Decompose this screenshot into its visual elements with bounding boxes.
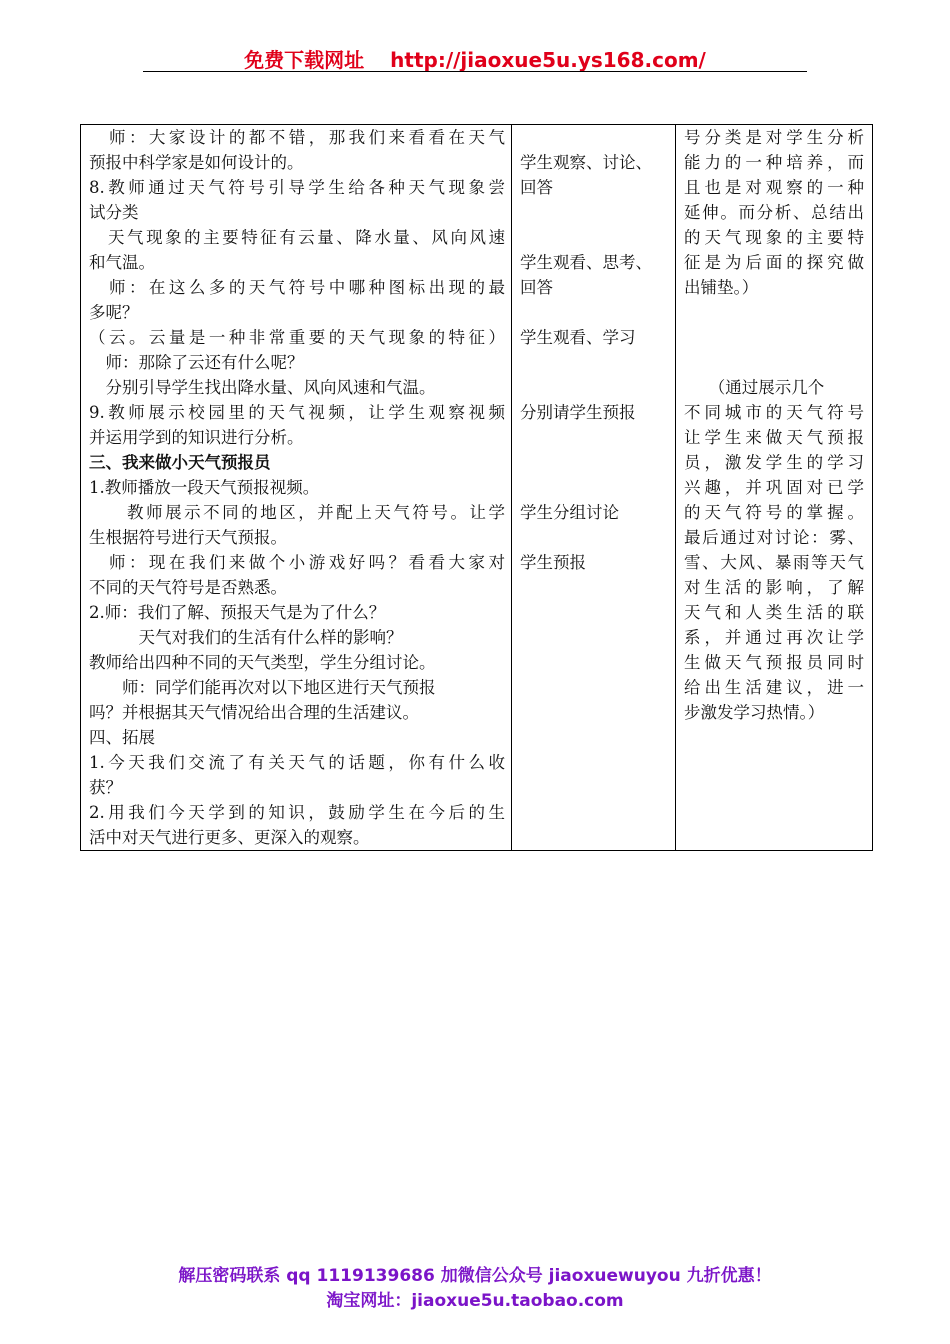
text-line: 的天气现象的主要特 (684, 228, 864, 247)
table-row (81, 125, 873, 851)
header-rule (143, 71, 807, 72)
text-line: 和气温。 (89, 253, 155, 272)
text-line: 出铺垫。） (684, 278, 759, 297)
text-line: 师：现在我们来做个小游戏好吗？看看大家对 (89, 553, 505, 572)
footer-contact: 解压密码联系 qq 1119139686 加微信公众号 jiaoxuewuyou 九折优惠！ (178, 1266, 772, 1286)
text-line: 9.教师展示校园里的天气视频，让学生观察视频 (89, 403, 505, 422)
text-line: 步激发学习热情。） (684, 703, 825, 722)
text-line: （通过展示几个 (684, 378, 825, 397)
text-line: 给出生活建议，进一 (684, 678, 864, 697)
text-line: 不同城市的天气符号 (684, 403, 864, 422)
text-line: 且也是对观察的一种 (684, 178, 864, 197)
text-line: 师：那除了云还有什么呢？ (89, 353, 304, 372)
text-line: 学生分组讨论 (520, 503, 619, 522)
text-line: 分别引导学生找出降水量、风向风速和气温。 (89, 378, 436, 397)
text-line: （云。云量是一种非常重要的天气现象的特征） (89, 328, 505, 347)
text-line: 1.今天我们交流了有关天气的话题，你有什么收 (89, 753, 505, 772)
text-line: 8.教师通过天气符号引导学生给各种天气现象尝 (89, 178, 505, 197)
footer-shop-link[interactable]: 淘宝网址：jiaoxue5u.taobao.com (326, 1291, 624, 1311)
design-intent-cell (676, 125, 873, 851)
text-line: 学生观察、讨论、 (520, 153, 652, 172)
section-heading: 三、我来做小天气预报员 (89, 453, 271, 472)
text-line: 号分类是对学生分析 (684, 128, 864, 147)
text-line: 吗？并根据其天气情况给出合理的生活建议。 (89, 703, 419, 722)
text-line: 回答 (520, 278, 553, 297)
text-line: 能力的一种培养，而 (684, 153, 864, 172)
text-line: 试分类 (89, 203, 139, 222)
text-line: 获？ (89, 778, 122, 797)
download-header (0, 44, 950, 73)
text-line: 延伸。而分析、总结出 (684, 203, 864, 222)
text-line: 天气对我们的生活有什么样的影响？ (89, 628, 403, 647)
text-line: 学生观看、学习 (520, 328, 636, 347)
text-line: 兴趣，并巩固对已学 (684, 478, 864, 497)
student-activity-cell (512, 125, 676, 851)
text-line: 2.用我们今天学到的知识，鼓励学生在今后的生 (89, 803, 505, 822)
text-line: 1.教师播放一段天气预报视频。 (89, 478, 320, 497)
text-line: 雪、大风、暴雨等天气 (684, 553, 864, 572)
text-line: 最后通过对讨论：雾、 (684, 528, 864, 547)
text-line: 员，激发学生的学习 (684, 453, 864, 472)
download-label: 免费下载网址 (244, 48, 365, 72)
teacher-activity-cell (81, 125, 512, 851)
text-line: 对生活的影响，了解 (684, 578, 864, 597)
text-line: 师：同学们能再次对以下地区进行天气预报 (89, 678, 436, 697)
section-heading: 四、拓展 (89, 728, 155, 747)
text-line: 预报中科学家是如何设计的。 (89, 153, 304, 172)
text-line: 活中对天气进行更多、更深入的观察。 (89, 828, 370, 847)
text-line: 分别请学生预报 (520, 403, 636, 422)
text-line: 生根据符号进行天气预报。 (89, 528, 287, 547)
text-line: 征是为后面的探究做 (684, 253, 864, 272)
text-line: 多呢？ (89, 303, 139, 322)
text-line: 师：在这么多的天气符号中哪种图标出现的最 (89, 278, 505, 297)
text-line: 的天气符号的掌握。 (684, 503, 864, 522)
text-line: 让学生来做天气预报 (684, 428, 864, 447)
text-line: 2.师：我们了解、预报天气是为了什么？ (89, 603, 386, 622)
text-line: 教师展示不同的地区，并配上天气符号。让学 (89, 503, 505, 522)
text-line: 回答 (520, 178, 553, 197)
text-line: 学生观看、思考、 (520, 253, 652, 272)
text-line: 生做天气预报员同时 (684, 653, 864, 672)
text-line: 天气现象的主要特征有云量、降水量、风向风速 (89, 228, 505, 247)
text-line: 系，并通过再次让学 (684, 628, 864, 647)
download-url-link[interactable]: http://jiaoxue5u.ys168.com/ (390, 48, 706, 72)
text-line: 学生预报 (520, 553, 586, 572)
text-line: 并运用学到的知识进行分析。 (89, 428, 304, 447)
lesson-plan-table (80, 124, 873, 851)
text-line: 教师给出四种不同的天气类型，学生分组讨论。 (89, 653, 436, 672)
text-line: 不同的天气符号是否熟悉。 (89, 578, 287, 597)
text-line: 师：大家设计的都不错，那我们来看看在天气 (89, 128, 505, 147)
text-line: 天气和人类生活的联 (684, 603, 864, 622)
